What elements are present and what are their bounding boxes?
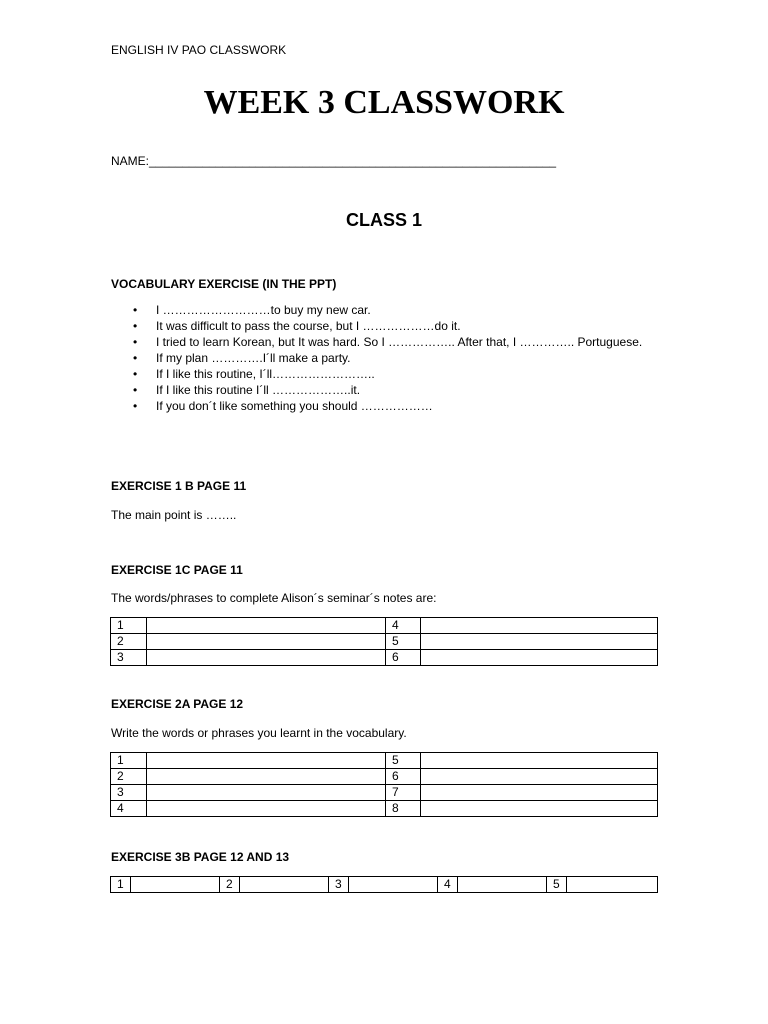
table-row bbox=[111, 753, 658, 769]
table-cell-number: 5 bbox=[386, 753, 421, 769]
answer-cell[interactable] bbox=[147, 650, 386, 666]
name-field-line: NAME:_____________________________________________________________ bbox=[111, 154, 557, 168]
ex3b-heading: EXERCISE 3B PAGE 12 AND 13 bbox=[111, 850, 290, 864]
answer-cell[interactable] bbox=[421, 785, 658, 801]
answer-cell[interactable] bbox=[131, 877, 220, 893]
ex2a-text: Write the words or phrases you learnt in the vocabulary. bbox=[111, 726, 407, 740]
answer-cell[interactable] bbox=[421, 753, 658, 769]
table-cell-number: 6 bbox=[386, 769, 421, 785]
table-row bbox=[111, 634, 658, 650]
table-cell-number: 2 bbox=[111, 634, 147, 650]
list-item: • I tried to learn Korean, but It was hard. So I …………….. After that, I ………….. Portuguese. bbox=[133, 334, 653, 350]
table-cell-number: 5 bbox=[386, 634, 421, 650]
answer-cell[interactable] bbox=[421, 618, 658, 634]
answer-cell[interactable] bbox=[421, 634, 658, 650]
list-item: • If my plan ………….I´ll make a party. bbox=[133, 350, 653, 366]
table-row bbox=[111, 785, 658, 801]
table-cell-number: 3 bbox=[111, 785, 147, 801]
table-cell-number: 3 bbox=[329, 877, 349, 893]
ex2a-heading: EXERCISE 2A PAGE 12 bbox=[111, 697, 244, 711]
table-row bbox=[111, 801, 658, 817]
answer-cell[interactable] bbox=[458, 877, 547, 893]
list-item: • I ………………………to buy my new car. bbox=[133, 302, 653, 318]
answer-cell[interactable] bbox=[421, 769, 658, 785]
table-cell-number: 3 bbox=[111, 650, 147, 666]
answer-cell[interactable] bbox=[147, 753, 386, 769]
class-heading: CLASS 1 bbox=[345, 210, 423, 230]
answer-cell[interactable] bbox=[421, 650, 658, 666]
table-row bbox=[111, 769, 658, 785]
answer-cell[interactable] bbox=[147, 618, 386, 634]
document-header: ENGLISH IV PAO CLASSWORK bbox=[111, 43, 287, 57]
list-item: • It was difficult to pass the course, but I ………………do it. bbox=[133, 318, 653, 334]
table-row bbox=[111, 877, 658, 893]
list-item: • If I like this routine I´ll ………………..it. bbox=[133, 382, 653, 398]
table-cell-number: 4 bbox=[438, 877, 458, 893]
table-cell-number: 6 bbox=[386, 650, 421, 666]
table-cell-number: 8 bbox=[386, 801, 421, 817]
table-cell-number: 7 bbox=[386, 785, 421, 801]
table-cell-number: 1 bbox=[111, 618, 147, 634]
vocab-heading: VOCABULARY EXERCISE (IN THE PPT) bbox=[111, 277, 337, 291]
answer-cell[interactable] bbox=[567, 877, 658, 893]
answer-cell[interactable] bbox=[147, 634, 386, 650]
table-cell-number: 4 bbox=[386, 618, 421, 634]
table-cell-number: 2 bbox=[220, 877, 240, 893]
ex1b-heading: EXERCISE 1 B PAGE 11 bbox=[111, 479, 247, 493]
ex1c-answer-table bbox=[110, 617, 658, 666]
table-cell-number: 1 bbox=[111, 877, 131, 893]
list-item: • If I like this routine, I´ll…………………….. bbox=[133, 366, 653, 382]
table-row bbox=[111, 618, 658, 634]
answer-cell[interactable] bbox=[147, 769, 386, 785]
ex1b-text: The main point is …….. bbox=[111, 508, 237, 522]
ex3b-answer-table bbox=[110, 876, 658, 893]
table-cell-number: 4 bbox=[111, 801, 147, 817]
answer-cell[interactable] bbox=[147, 785, 386, 801]
table-row bbox=[111, 650, 658, 666]
ex2a-answer-table bbox=[110, 752, 658, 817]
answer-cell[interactable] bbox=[349, 877, 438, 893]
table-cell-number: 5 bbox=[547, 877, 567, 893]
page-title: WEEK 3 CLASSWORK bbox=[203, 84, 565, 121]
ex1c-text: The words/phrases to complete Alison´s seminar´s notes are: bbox=[111, 591, 437, 605]
vocab-list bbox=[133, 302, 653, 414]
list-item: • If you don´t like something you should ……………… bbox=[133, 398, 653, 414]
table-cell-number: 2 bbox=[111, 769, 147, 785]
answer-cell[interactable] bbox=[240, 877, 329, 893]
table-cell-number: 1 bbox=[111, 753, 147, 769]
answer-cell[interactable] bbox=[421, 801, 658, 817]
ex1c-heading: EXERCISE 1C PAGE 11 bbox=[111, 563, 243, 577]
answer-cell[interactable] bbox=[147, 801, 386, 817]
